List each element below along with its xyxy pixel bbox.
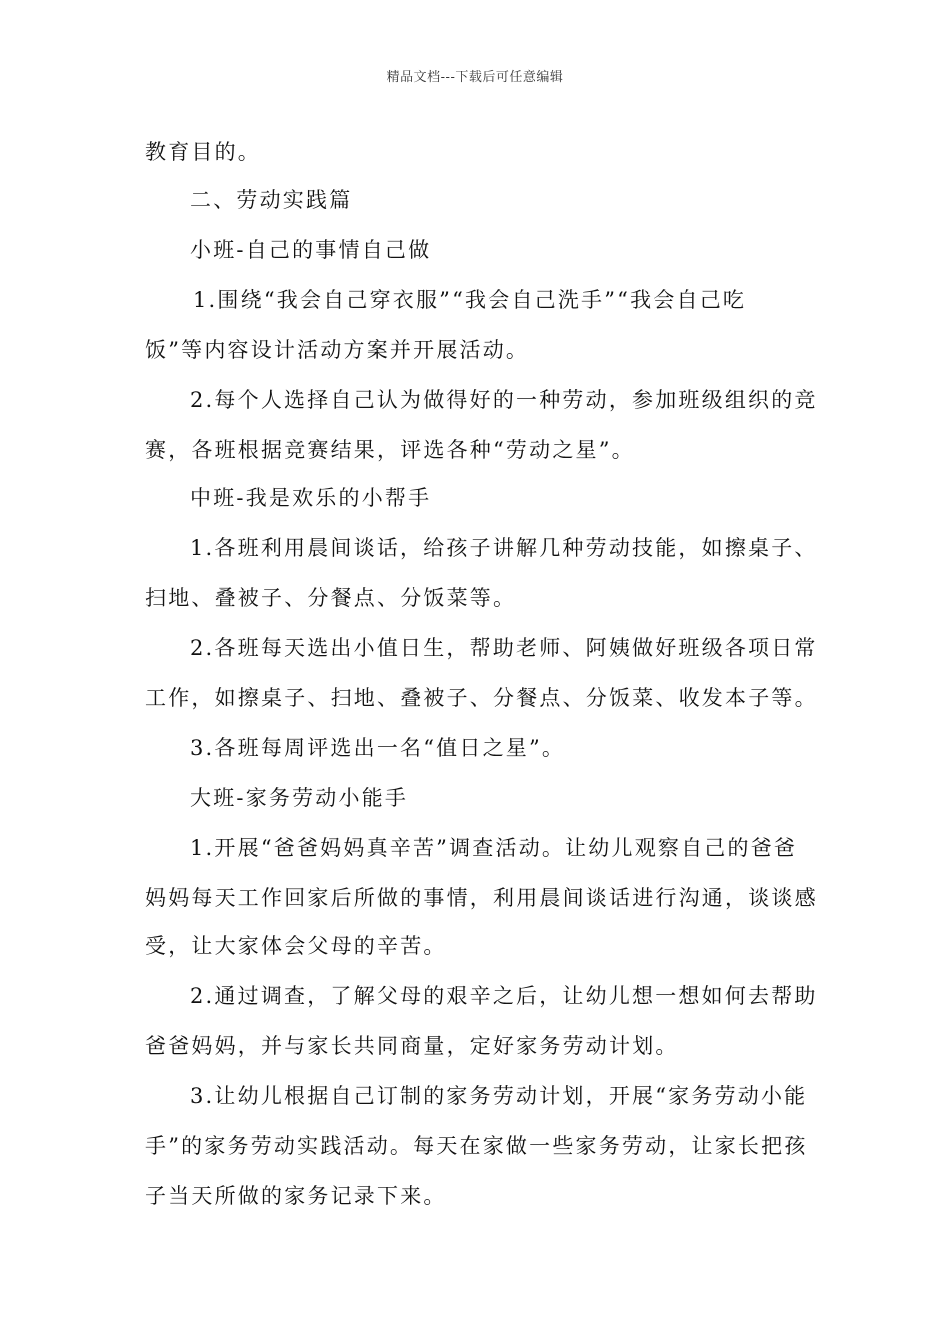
paragraph-line: 受，让大家体会父母的辛苦。 <box>145 934 447 958</box>
subsection-heading: 中班-我是欢乐的小帮手 <box>190 486 432 510</box>
paragraph-line: 扫地、叠被子、分餐点、分饭菜等。 <box>145 586 517 610</box>
paragraph-line: 饭”等内容设计活动方案并开展活动。 <box>145 338 530 362</box>
paragraph-line: 手”的家务劳动实践活动。每天在家做一些家务劳动，让家长把孩 <box>145 1134 808 1158</box>
paragraph-line: 1.开展“爸爸妈妈真辛苦”调查活动。让幼儿观察自己的爸爸 <box>190 836 798 860</box>
paragraph-line: 妈妈每天工作回家后所做的事情，利用晨间谈话进行沟通，谈谈感 <box>145 886 818 910</box>
paragraph-line: 2.通过调查，了解父母的艰辛之后，让幼儿想一想如何去帮助 <box>190 984 818 1008</box>
paragraph-line: 2.各班每天选出小值日生，帮助老师、阿姨做好班级各项日常 <box>190 636 818 660</box>
subsection-heading: 小班-自己的事情自己做 <box>190 238 432 262</box>
paragraph-line: 爸爸妈妈，并与家长共同商量，定好家务劳动计划。 <box>145 1034 679 1058</box>
paragraph-line: 3.让幼儿根据自己订制的家务劳动计划，开展“家务劳动小能 <box>190 1084 808 1108</box>
paragraph-line: 2.每个人选择自己认为做得好的一种劳动，参加班级组织的竞 <box>190 388 818 412</box>
section-heading: 二、劳动实践篇 <box>190 188 353 212</box>
paragraph-line: 1.围绕“我会自己穿衣服”“我会自己洗手”“我会自己吃 <box>193 288 747 312</box>
subsection-heading: 大班-家务劳动小能手 <box>190 786 409 810</box>
paragraph-line: 1.各班利用晨间谈话，给孩子讲解几种劳动技能，如擦桌子、 <box>190 536 818 560</box>
paragraph-line: 子当天所做的家务记录下来。 <box>145 1184 447 1208</box>
paragraph-line: 赛，各班根据竞赛结果，评选各种“劳动之星”。 <box>145 438 635 462</box>
paragraph-line: 教育目的。 <box>145 140 261 164</box>
page-header: 精品文档---下载后可任意编辑 <box>386 70 564 85</box>
paragraph-line: 3.各班每周评选出一名“值日之星”。 <box>190 736 566 760</box>
paragraph-line: 工作，如擦桌子、扫地、叠被子、分餐点、分饭菜、收发本子等。 <box>145 686 818 710</box>
